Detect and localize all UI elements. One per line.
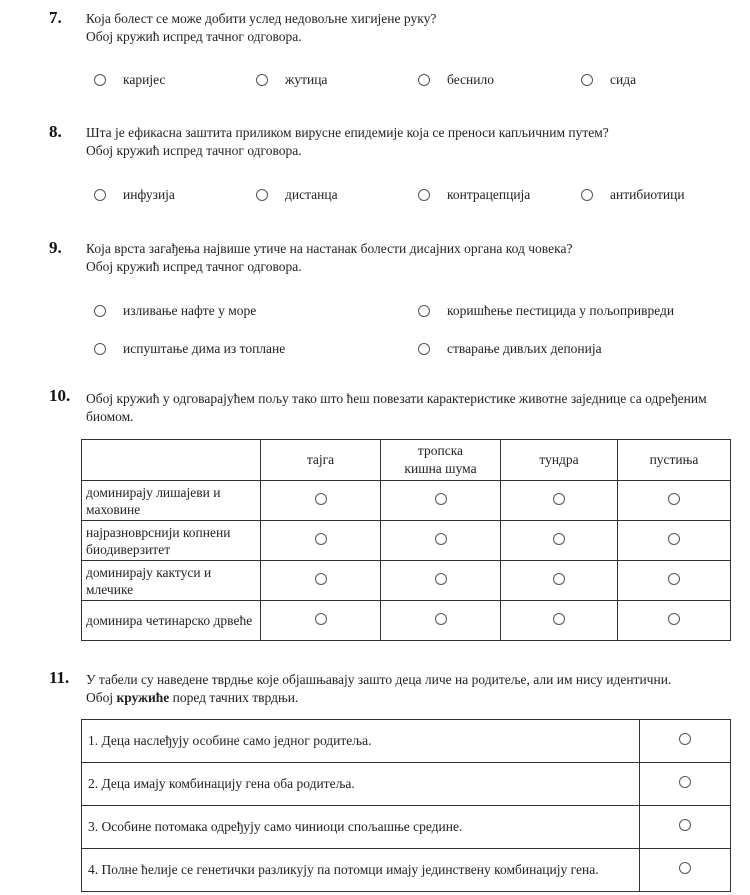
question-7-instruction: Обој кружић испред тачног одговора. [86, 29, 302, 44]
question-7-number: 7. [49, 8, 62, 27]
header-tundra: тундра [501, 440, 618, 481]
cell-taiga[interactable] [261, 601, 381, 641]
statements-table [81, 719, 731, 892]
row-label-l1: најразноврснији копнени [86, 524, 231, 540]
cell-desert[interactable] [618, 481, 731, 521]
header-empty [82, 440, 261, 481]
radio-circle-icon[interactable] [553, 573, 565, 585]
header-desert: пустиња [618, 440, 731, 481]
option-label: сида [610, 72, 637, 87]
statement-text: 1. Деца наслеђују особине само једног родитеља. [82, 720, 640, 763]
option-label: беснило [447, 72, 494, 87]
radio-circle-icon[interactable] [435, 613, 447, 625]
row-label [82, 561, 261, 601]
radio-circle-icon[interactable] [256, 189, 268, 201]
question-8-prompt: Шта је ефикасна заштита приликом вирусне епидемије која се преноси капљичним путем? [86, 125, 609, 140]
question-11-prompt: У табели су наведене тврдње које објашњавају зашто деца личе на родитеље, али им нису идентични. [86, 672, 672, 687]
option-label: изливање нафте у море [123, 303, 257, 318]
cell-rainforest[interactable] [381, 481, 501, 521]
radio-circle-icon[interactable] [315, 493, 327, 505]
cell-taiga[interactable] [261, 481, 381, 521]
radio-circle-icon[interactable] [553, 613, 565, 625]
cell-rainforest[interactable] [381, 521, 501, 561]
cell-tundra[interactable] [501, 521, 618, 561]
statement-text: 2. Деца имају комбинацију гена оба родитеља. [82, 763, 640, 806]
q8-option-4[interactable] [581, 187, 685, 203]
option-label: жутица [285, 72, 328, 87]
radio-circle-icon[interactable] [435, 493, 447, 505]
cell-taiga[interactable] [261, 561, 381, 601]
table-row [82, 601, 731, 641]
radio-circle-icon[interactable] [94, 305, 106, 317]
radio-circle-icon[interactable] [315, 573, 327, 585]
row-label: доминира четинарско дрвеће [82, 601, 261, 641]
question-9-instruction: Обој кружић испред тачног одговора. [86, 259, 302, 274]
option-label: каријес [123, 72, 166, 87]
radio-circle-icon[interactable] [315, 533, 327, 545]
radio-circle-icon[interactable] [679, 776, 691, 788]
table-row [82, 720, 731, 763]
radio-circle-icon[interactable] [668, 493, 680, 505]
q7-option-4[interactable] [581, 72, 636, 88]
option-label: антибиотици [610, 187, 685, 202]
table-row [82, 521, 731, 561]
question-11-instruction [86, 689, 671, 707]
biome-table [81, 439, 731, 641]
radio-circle-icon[interactable] [315, 613, 327, 625]
question-8-text [86, 124, 609, 160]
q9-option-4[interactable] [418, 341, 602, 357]
q9-option-3[interactable] [94, 341, 285, 357]
statement-select-cell[interactable] [640, 763, 731, 806]
question-10-prompt-cont: биомом. [86, 409, 134, 424]
radio-circle-icon[interactable] [256, 74, 268, 86]
radio-circle-icon[interactable] [435, 533, 447, 545]
q7-option-1[interactable] [94, 72, 165, 88]
radio-circle-icon[interactable] [418, 305, 430, 317]
row-label [82, 521, 261, 561]
cell-tundra[interactable] [501, 601, 618, 641]
cell-desert[interactable] [618, 561, 731, 601]
q8-option-3[interactable] [418, 187, 530, 203]
radio-circle-icon[interactable] [418, 74, 430, 86]
biome-table-header [82, 440, 731, 481]
instruction-pre: Обој [86, 690, 117, 705]
option-label: инфузија [123, 187, 175, 202]
instruction-post: поред тачних тврдњи. [169, 690, 299, 705]
cell-rainforest[interactable] [381, 561, 501, 601]
question-11-text [86, 671, 671, 707]
row-label-l2: маховине [86, 501, 141, 517]
question-10-text [86, 390, 707, 426]
option-label: коришћење пестицида у пољопривреди [447, 303, 675, 318]
cell-desert[interactable] [618, 521, 731, 561]
radio-circle-icon[interactable] [553, 493, 565, 505]
table-row [82, 481, 731, 521]
question-7-prompt: Која болест се може добити услед недовољне хигијене руку? [86, 11, 437, 26]
q9-option-2[interactable] [418, 303, 674, 319]
statement-text: 4. Полне ћелије се генетички разликују па потомци имају јединствену комбинацију гена. [82, 849, 640, 892]
statement-select-cell[interactable] [640, 849, 731, 892]
question-9-number: 9. [49, 238, 62, 257]
question-10-number: 10. [49, 386, 71, 405]
q7-option-2[interactable] [256, 72, 327, 88]
row-label-l1: доминирају кактуси и [86, 564, 212, 580]
radio-circle-icon[interactable] [94, 74, 106, 86]
header-rainforest-l2: кишна шума [404, 461, 477, 476]
radio-circle-icon[interactable] [668, 533, 680, 545]
question-9-text [86, 240, 572, 276]
statement-text: 3. Особине потомака одређују само чиниоци спољашње средине. [82, 806, 640, 849]
radio-circle-icon[interactable] [418, 343, 430, 355]
radio-circle-icon[interactable] [581, 74, 593, 86]
row-label-l2: млечике [86, 581, 134, 597]
radio-circle-icon[interactable] [668, 613, 680, 625]
option-label: дистанца [285, 187, 338, 202]
table-row [82, 806, 731, 849]
radio-circle-icon[interactable] [94, 343, 106, 355]
cell-tundra[interactable] [501, 561, 618, 601]
header-rainforest [381, 440, 501, 481]
row-label-l1: доминирају лишајеви и [86, 484, 221, 500]
q8-option-2[interactable] [256, 187, 338, 203]
table-row [82, 849, 731, 892]
q7-option-3[interactable] [418, 72, 494, 88]
option-label: испуштање дима из топлане [123, 341, 286, 356]
question-9-prompt: Која врста загађења највише утиче на настанак болести дисајних органа код човека? [86, 241, 573, 256]
statement-select-cell[interactable] [640, 720, 731, 763]
q8-option-1[interactable] [94, 187, 175, 203]
question-8-instruction: Обој кружић испред тачног одговора. [86, 143, 302, 158]
radio-circle-icon[interactable] [679, 862, 691, 874]
cell-desert[interactable] [618, 601, 731, 641]
option-label: контрацепција [447, 187, 531, 202]
table-row [82, 763, 731, 806]
header-rainforest-l1: тропска [417, 443, 464, 458]
cell-tundra[interactable] [501, 481, 618, 521]
instruction-bold: кружиће [116, 690, 170, 705]
radio-circle-icon[interactable] [435, 573, 447, 585]
radio-circle-icon[interactable] [581, 189, 593, 201]
row-label [82, 481, 261, 521]
header-taiga: тајга [261, 440, 381, 481]
row-label-l2: биодиверзитет [86, 541, 171, 557]
table-row [82, 561, 731, 601]
radio-circle-icon[interactable] [679, 819, 691, 831]
radio-circle-icon[interactable] [418, 189, 430, 201]
radio-circle-icon[interactable] [679, 733, 691, 745]
q9-option-1[interactable] [94, 303, 256, 319]
cell-rainforest[interactable] [381, 601, 501, 641]
question-10-prompt: Обој кружић у одговарајућем пољу тако што ћеш повезати карактеристике животне заједнице са одређеним [86, 391, 707, 406]
question-11-number: 11. [49, 668, 70, 687]
option-label: стварање дивљих депонија [447, 341, 602, 356]
radio-circle-icon[interactable] [553, 533, 565, 545]
question-7-text [86, 10, 436, 46]
question-8-number: 8. [49, 122, 62, 141]
statement-select-cell[interactable] [640, 806, 731, 849]
cell-taiga[interactable] [261, 521, 381, 561]
radio-circle-icon[interactable] [668, 573, 680, 585]
radio-circle-icon[interactable] [94, 189, 106, 201]
